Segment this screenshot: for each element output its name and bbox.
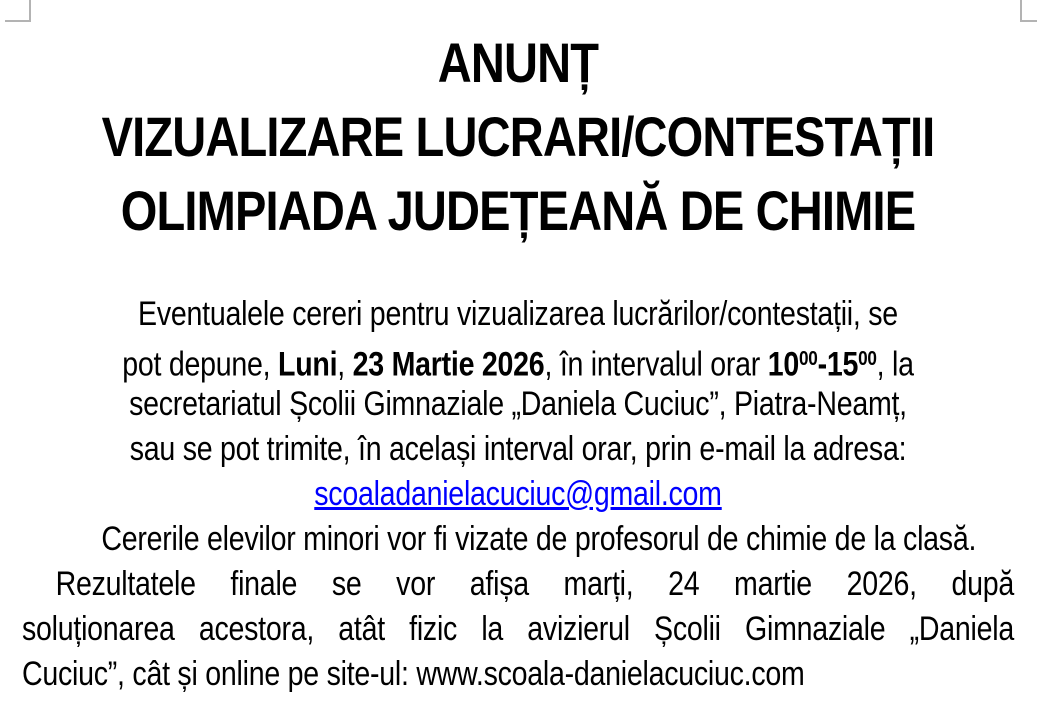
title-line-anunt: ANUNȚ [437,31,599,94]
title-line-vizualizare: VIZUALIZARE LUCRARI/CONTESTAȚII [101,105,935,168]
request-paragraph-line-1: Eventualele cereri pentru vizualizarea lucrărilor/contestații, se [138,295,898,333]
minors-note-line: Cererile elevilor minori vor fi vizate de profesorul de chimie de la clasă. [101,520,977,558]
announcement-content [22,0,1014,697]
request-paragraph-line-4: sau se pot trimite, în același interval orar, prin e-mail la adresa: [129,430,907,468]
crop-mark-top-right-icon [1020,0,1037,22]
results-paragraph-line-1: Rezultatele finale se vor afișa marți, 24 martie 2026, după [55,565,1014,603]
results-paragraph-line-2: soluționarea acestora, atât fizic la avizierul Școlii Gimnaziale „Daniela [22,610,1014,648]
request-paragraph-line-3: secretariatul Școlii Gimnaziale „Daniela Cuciuc”, Piatra-Neamț, [129,385,907,423]
request-paragraph-line-2: pot depune, Luni, 23 Martie 2026, în intervalul orar $10^{00}-15^{00}$, la [122,345,914,384]
email-link[interactable]: scoaladanielacuciuc@gmail.com [314,475,722,513]
email-line [101,472,934,517]
title-line-olimpiada: OLIMPIADA JUDEȚEANĂ DE CHIMIE [120,179,916,242]
announcement-body [22,292,1014,697]
results-paragraph-line-3: Cuciuc”, cât și online pe site-ul: www.scoala-danielacuciuc.com [22,655,805,693]
announcement-title [22,0,1014,248]
